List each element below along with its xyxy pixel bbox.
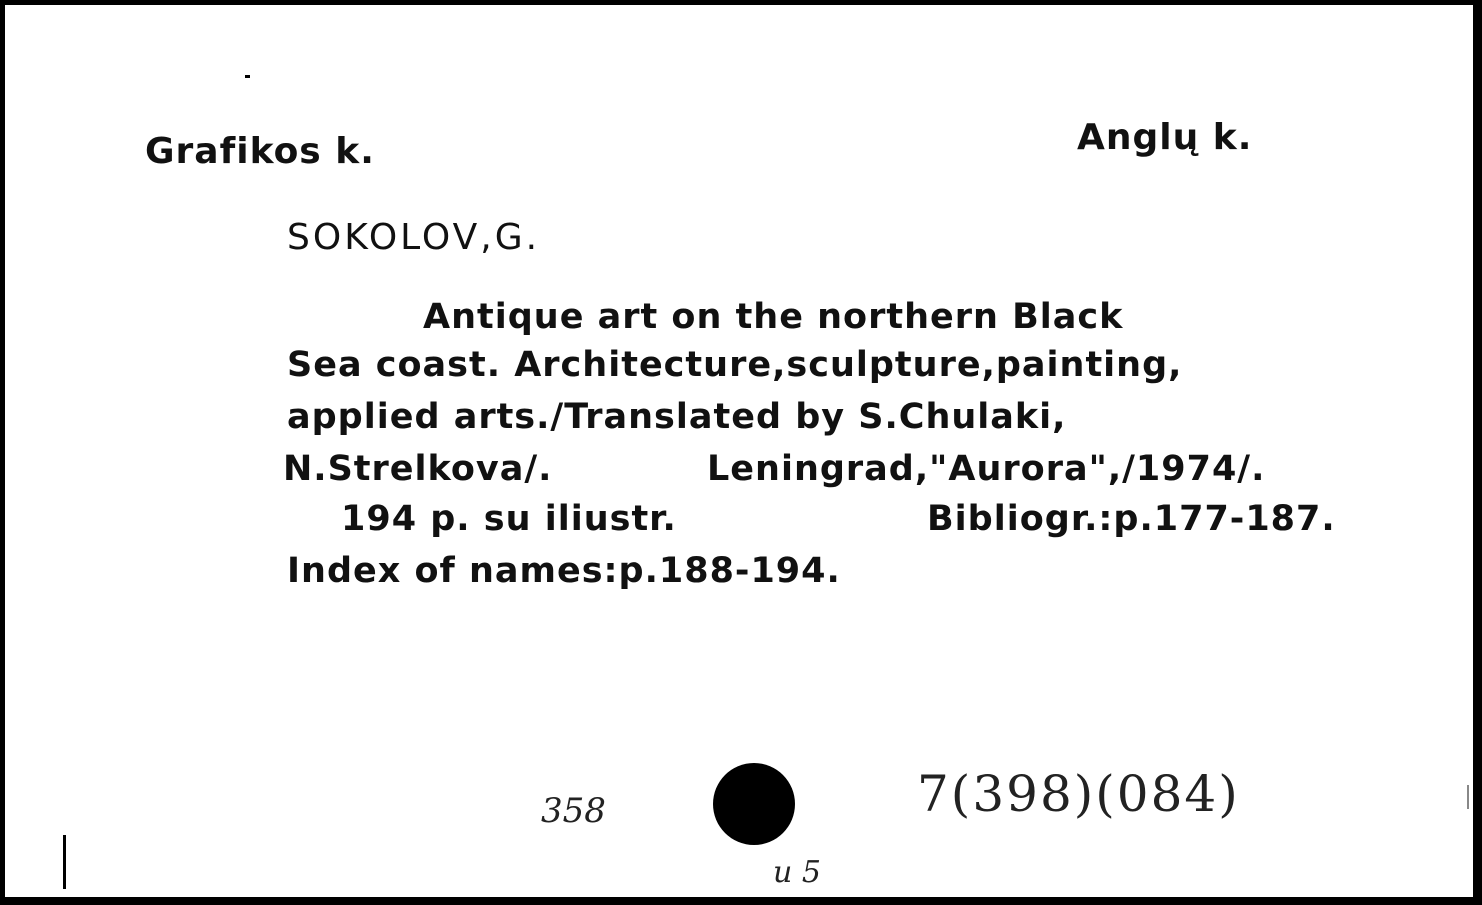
index-line: Index of names:p.188-194. <box>287 551 841 591</box>
classification-mark: 7(398)(084) <box>917 765 1240 823</box>
speck <box>245 75 250 78</box>
title-line-2: Sea coast. Architecture,sculpture,painting, <box>287 345 1183 385</box>
imprint-line: Leningrad,"Aurora",/1974/. <box>707 449 1266 489</box>
title-line-3: applied arts./Translated by S.Chulaki, <box>287 397 1067 437</box>
catalog-card <box>5 5 1473 897</box>
translator-line: N.Strelkova/. <box>283 449 553 489</box>
handwritten-note-bottom: и 5 <box>773 855 821 890</box>
punch-hole <box>713 763 795 845</box>
bibliography-line: Bibliogr.:p.177-187. <box>927 499 1336 539</box>
language-label: Anglų k. <box>1077 117 1253 158</box>
author-heading: SOKOLOV,G. <box>287 217 541 258</box>
edge-mark <box>63 835 66 889</box>
edge-mark <box>1467 785 1469 809</box>
collection-label: Grafikos k. <box>145 131 375 172</box>
title-line-1: Antique art on the northern Black <box>423 297 1124 337</box>
handwritten-note-left: 358 <box>541 791 606 831</box>
pagination-line: 194 p. su iliustr. <box>341 499 677 539</box>
